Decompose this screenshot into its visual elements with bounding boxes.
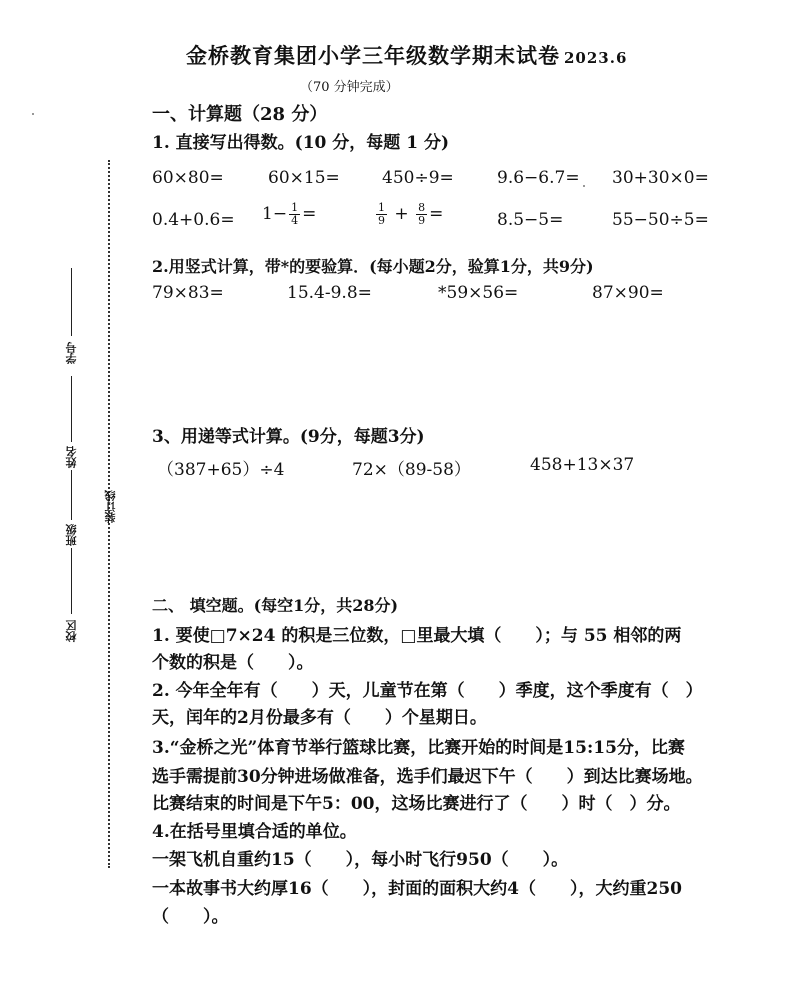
q1-text: = (429, 204, 444, 224)
q1-item: 0.4+0.6= (152, 210, 235, 230)
fraction-num: 1 (291, 201, 299, 214)
q1-item: 450÷9= (382, 168, 454, 188)
fraction-den: 9 (378, 214, 385, 227)
student-id-label: 学号 (65, 342, 78, 364)
fill-line: 2. 今年全年有（ ）天，儿童节在第（ ）季度，这个季度有（ ） (152, 681, 703, 701)
scan-speck (583, 185, 585, 187)
fraction (416, 202, 427, 227)
section2-title: 二、 填空题。(每空1分，共28分) (152, 596, 399, 615)
q2-title: 2.用竖式计算，带*的要验算．(每小题2分，验算1分，共9分) (152, 257, 594, 276)
name-label: 姓名 (65, 446, 78, 468)
q1-item: 60×15= (268, 168, 340, 188)
student-id-blank[interactable] (71, 268, 72, 336)
q1-text: = (302, 204, 317, 224)
q2-item: 15.4-9.8= (287, 283, 372, 303)
q1-title: 1. 直接写出得数。(10 分，每题 1 分) (152, 133, 449, 153)
q1-text: 1− (262, 204, 288, 224)
fill-line: （ ）。 (152, 907, 229, 927)
name-blank[interactable] (71, 376, 72, 442)
fill-line: 天，闰年的2月份最多有（ ）个星期日。 (152, 708, 487, 728)
class-label: 班级 (65, 524, 78, 546)
fill-line: 3.“金桥之光”体育节举行篮球比赛，比赛开始的时间是15:15分，比赛 (152, 738, 685, 758)
fill-line: 选手需提前30分钟进场做准备，选手们最迟下午（ ）到达比赛场地。 (152, 767, 703, 787)
fraction-num: 8 (418, 201, 426, 214)
fill-line: 一本故事书大约厚16（ ），封面的面积大约4（ ），大约重250 (152, 879, 682, 899)
binding-line-label: 装订线 (104, 490, 117, 523)
fraction-num: 1 (378, 201, 385, 214)
q1-item: 9.6−6.7= (497, 168, 580, 188)
exam-date: 2023.6 (564, 49, 628, 67)
q3-item: （387+65）÷4 (157, 460, 285, 480)
fill-line: 比赛结束的时间是下午5：00，这场比赛进行了（ ）时（ ）分。 (152, 794, 681, 814)
fill-line: 4.在括号里填合适的单位。 (152, 822, 357, 842)
q1-item: 60×80= (152, 168, 224, 188)
q3-item: 458+13×37 (530, 455, 635, 475)
page-title-text: 金桥教育集团小学三年级数学期末试卷 (186, 43, 560, 68)
campus-label: 校区 (65, 620, 78, 642)
q1-item: 30+30×0= (612, 168, 709, 188)
scan-speck (32, 113, 34, 115)
q3-title: 3、用递等式计算。(9分，每题3分) (152, 427, 425, 447)
campus-blank[interactable] (71, 548, 72, 614)
q2-item: *59×56= (438, 283, 519, 303)
section1-title: 一、计算题（28 分） (152, 104, 328, 125)
fraction (289, 202, 300, 227)
q1-item: 55−50÷5= (612, 210, 709, 230)
q1-text: + (394, 204, 409, 224)
q1-item-fraction (374, 202, 443, 227)
class-blank[interactable] (71, 470, 72, 520)
q1-item-fraction (262, 202, 316, 227)
page-title (186, 40, 627, 70)
q3-item: 72×（89-58） (352, 460, 471, 480)
fraction-den: 4 (291, 214, 299, 227)
fill-line: 个数的积是（ ）。 (152, 653, 314, 673)
fraction (376, 202, 387, 227)
q1-item: 8.5−5= (497, 210, 564, 230)
fraction-den: 9 (418, 214, 426, 227)
q2-item: 87×90= (592, 283, 664, 303)
fill-line: 一架飞机自重约15（ ），每小时飞行950（ ）。 (152, 850, 569, 870)
q2-item: 79×83= (152, 283, 224, 303)
fill-line: 1. 要使□7×24 的积是三位数，□里最大填（ ）；与 55 相邻的两 (152, 626, 682, 646)
time-limit: （70 分钟完成） (300, 80, 399, 95)
